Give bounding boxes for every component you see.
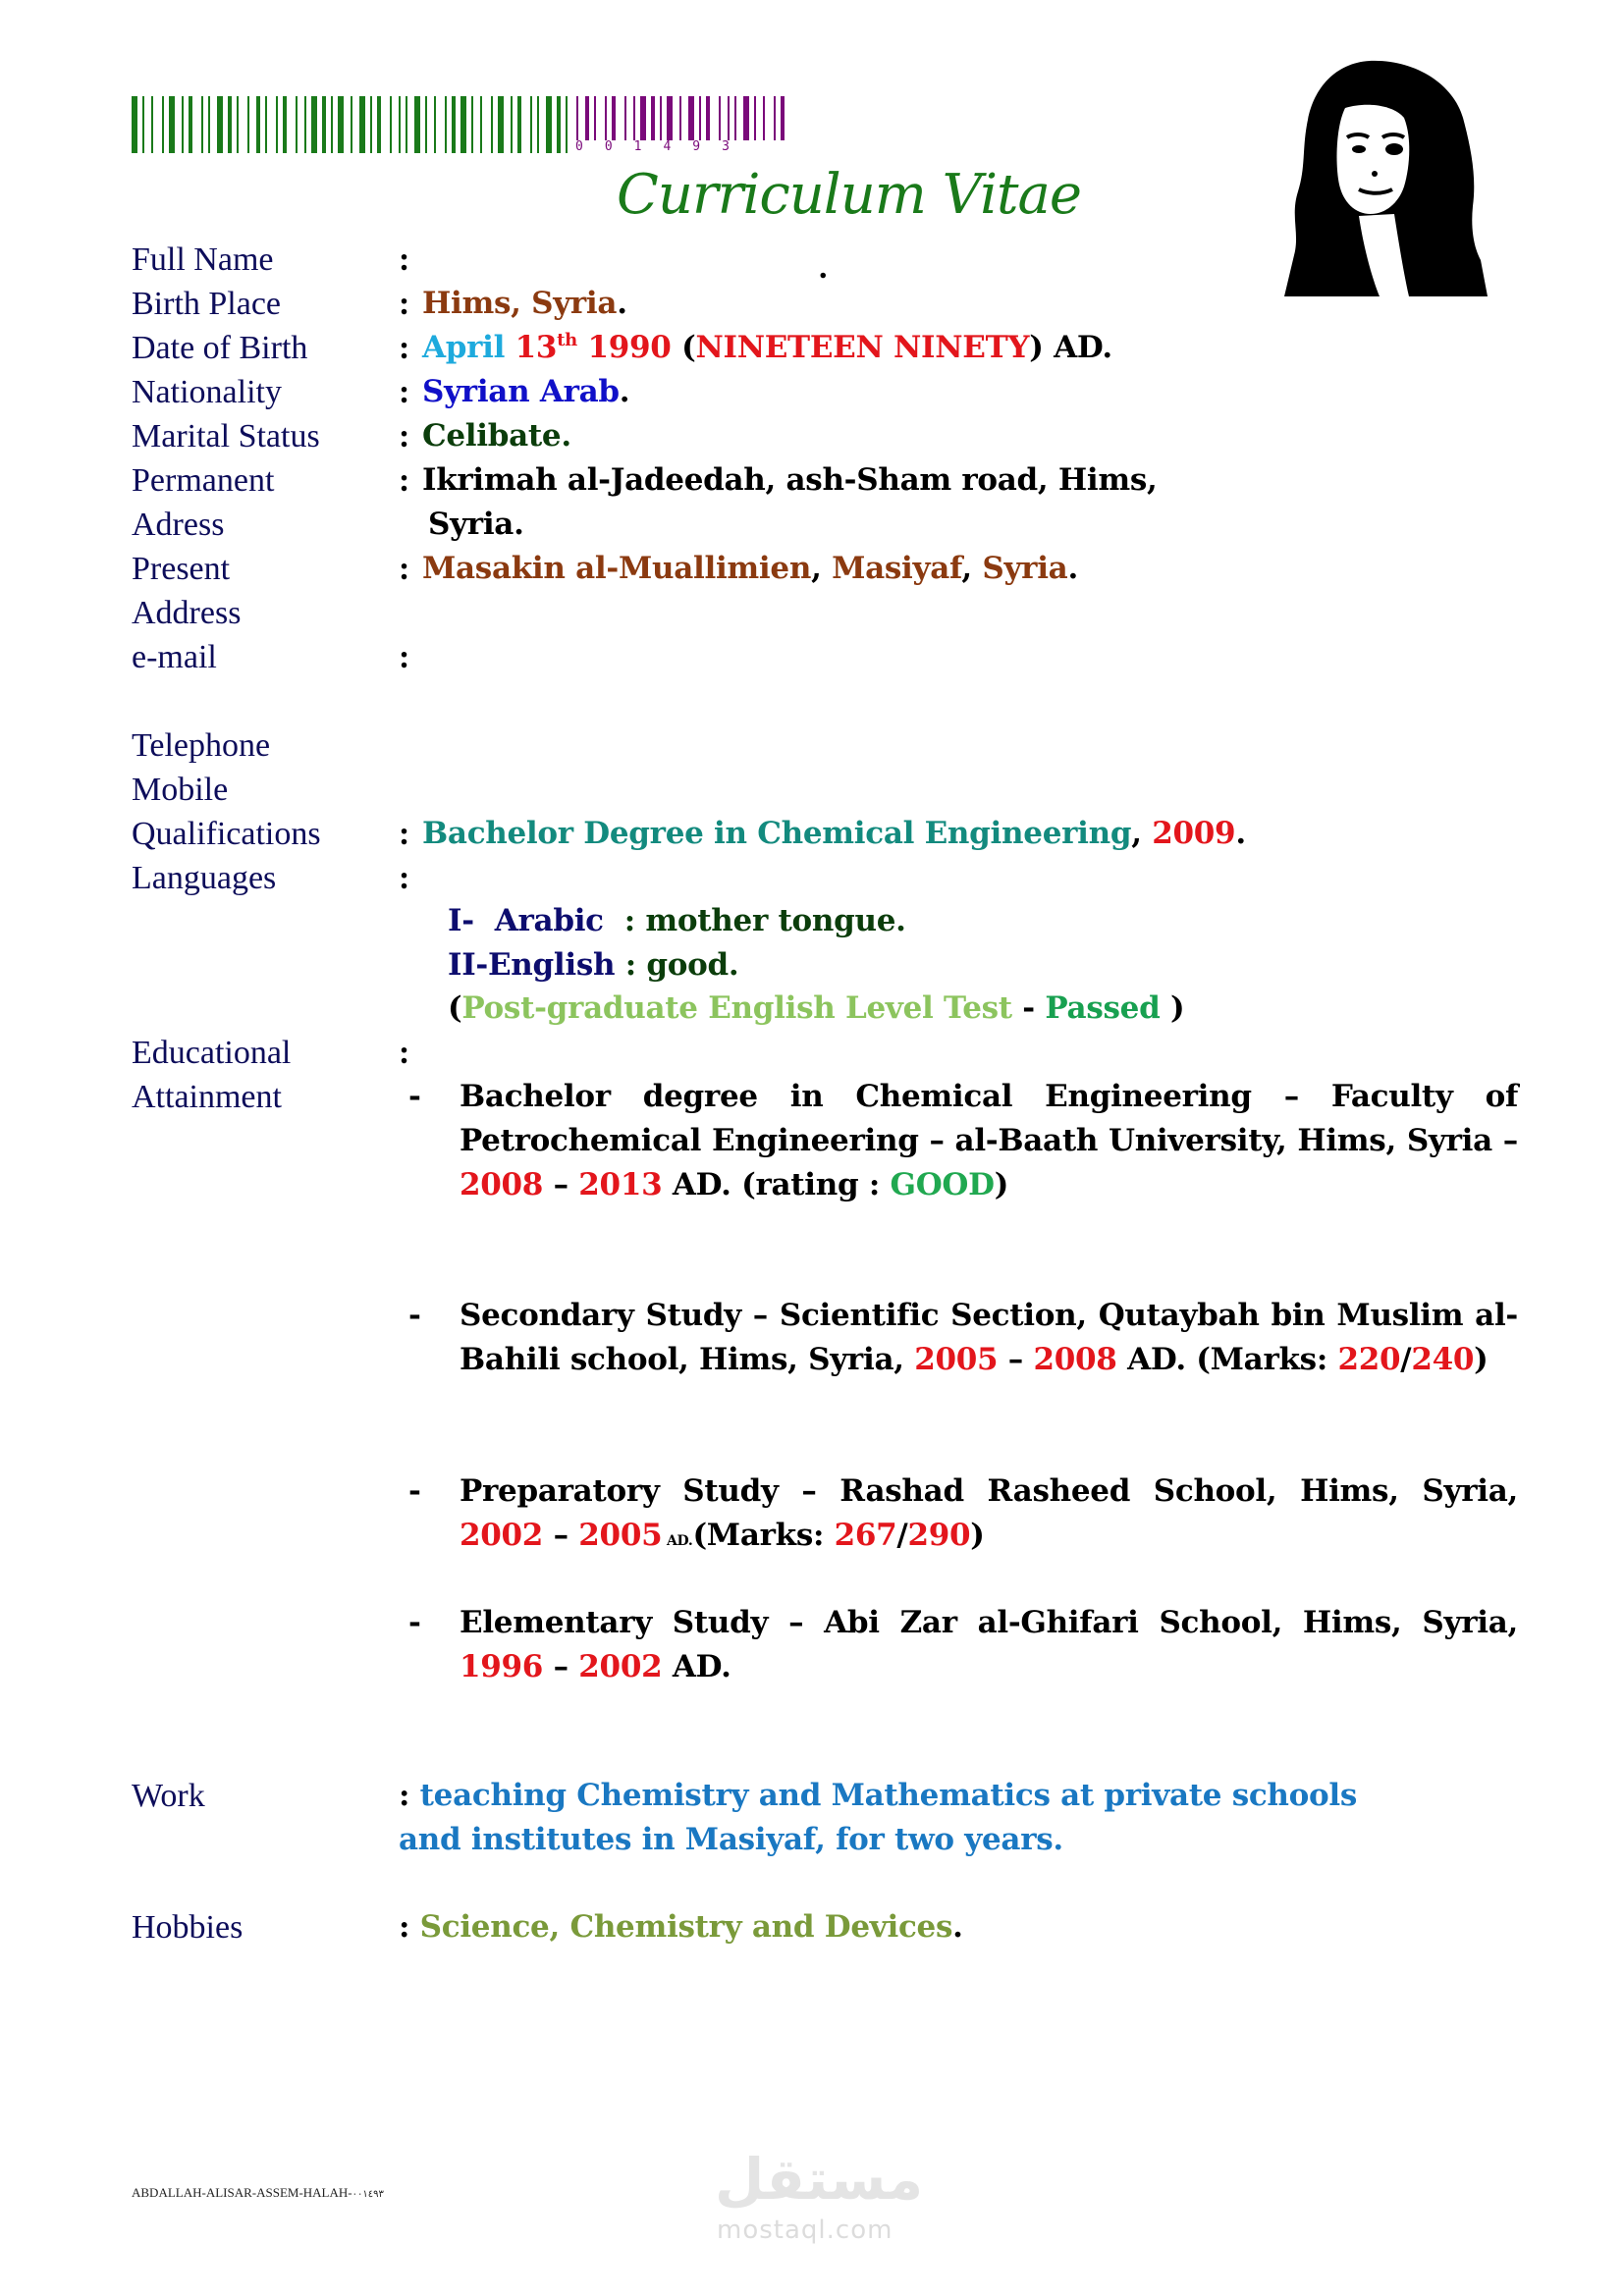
permanent-address-line2: Syria.	[428, 507, 524, 542]
entry-year-end: 2008	[1033, 1342, 1117, 1377]
barcode-bar	[338, 96, 344, 153]
present-address-label: Present	[132, 551, 231, 587]
entry-era-small: AD.	[662, 1533, 693, 1549]
permanent-address-label: Permanent	[132, 462, 275, 499]
dob-day: 13	[514, 330, 558, 365]
work-value	[399, 1774, 1357, 1818]
language-item	[448, 899, 906, 943]
barcode-bar	[460, 96, 466, 153]
nationality-value	[422, 370, 629, 414]
birth-place-value	[422, 282, 627, 326]
barcode-bar	[189, 96, 192, 153]
language-test	[448, 987, 1184, 1031]
entry-marks-total: 240	[1411, 1342, 1475, 1377]
dob-day-suffix: th	[557, 330, 577, 350]
qualifications-label: Qualifications	[132, 816, 321, 852]
test-close-paren: )	[1160, 990, 1185, 1026]
qualification-degree: Bachelor Degree in Chemical Engineering	[422, 816, 1132, 851]
marital-status-value: Celibate.	[422, 418, 571, 454]
entry-year-start: 2005	[914, 1342, 999, 1377]
education-bullet: -	[408, 1605, 421, 1640]
barcode-bar	[594, 96, 596, 140]
footer-text: ABDALLAH-ALISAR-ASSEM-HALAH-	[132, 2185, 352, 2200]
dob-value	[422, 326, 1112, 370]
barcode-bar	[566, 96, 568, 153]
barcode-bar	[169, 96, 175, 153]
present-address-label-2: Address	[132, 595, 242, 631]
barcode-bar	[370, 96, 372, 153]
footer-code: ٠٠١٤٩٣	[352, 2189, 384, 2200]
dob-open-paren: (	[681, 330, 696, 365]
barcode-bar	[359, 96, 365, 153]
barcode-bar	[434, 96, 436, 153]
dob-era: AD.	[1043, 330, 1112, 365]
entry-text: Preparatory Study – Rashad Rasheed School, Hims, Syria,	[460, 1473, 1518, 1509]
barcode-bar	[228, 96, 232, 153]
present-address-period: .	[1067, 551, 1078, 586]
entry-rating: GOOD	[890, 1167, 995, 1202]
entry-text: )	[1474, 1342, 1489, 1377]
barcode-bar	[530, 96, 532, 153]
barcode-bar	[537, 96, 539, 153]
present-address-value	[422, 547, 1078, 591]
entry-year-end: 2013	[578, 1167, 663, 1202]
entry-year-sep: –	[543, 1167, 579, 1202]
present-address-city: Masiyaf	[832, 551, 962, 586]
work-label: Work	[132, 1778, 205, 1814]
work-line1: teaching Chemistry and Mathematics at private schools	[419, 1778, 1358, 1813]
present-address-colon: :	[399, 551, 410, 587]
qualifications-value	[422, 812, 1246, 856]
barcode-bar	[719, 96, 721, 140]
permanent-address-line1: Ikrimah al-Jadeedah, ash-Sham road, Hims,	[422, 462, 1158, 498]
language-name: II-English	[448, 947, 616, 983]
dob-year-words: NINETEEN NINETY	[695, 330, 1030, 365]
entry-text: AD. (Marks:	[1116, 1342, 1338, 1377]
barcode-bar	[706, 96, 710, 140]
birth-place-text: Hims, Syria	[422, 286, 618, 321]
barcode-bar	[322, 96, 326, 153]
barcode-bar	[491, 96, 493, 153]
education-bullet: -	[408, 1298, 421, 1333]
permanent-address-label-2: Adress	[132, 507, 225, 543]
mobile-label: Mobile	[132, 772, 229, 808]
barcode-bar	[399, 96, 401, 153]
full-name-label: Full Name	[132, 241, 274, 278]
watermark-url: mostaql.com	[717, 2216, 893, 2245]
education-bullet: -	[408, 1473, 421, 1509]
education-entry	[460, 1601, 1518, 1689]
marital-status-label: Marital Status	[132, 418, 320, 454]
entry-marks-sep: /	[1400, 1342, 1412, 1377]
barcode-bar	[511, 96, 513, 153]
qualification-sep: ,	[1131, 816, 1153, 851]
entry-year-end: 2005	[578, 1518, 663, 1553]
barcode-bar	[217, 96, 223, 153]
barcode-bar	[585, 96, 589, 140]
barcode-bar	[576, 96, 578, 140]
barcode-bar	[201, 96, 203, 153]
barcode-bar	[624, 96, 626, 140]
barcode-bar	[679, 96, 681, 140]
present-address-country: Syria	[982, 551, 1068, 586]
work-colon: :	[399, 1778, 410, 1813]
test-sep: -	[1011, 990, 1046, 1026]
barcode-bar	[265, 96, 267, 153]
permanent-address-colon: :	[399, 462, 410, 499]
barcode-bar	[237, 96, 239, 153]
email-label: e-mail	[132, 639, 217, 675]
education-entry	[460, 1469, 1518, 1564]
test-name: Post-graduate English Level Test	[461, 990, 1012, 1026]
barcode-bar	[351, 96, 352, 153]
dob-month: April	[422, 330, 506, 365]
entry-marks-sep: /	[896, 1518, 908, 1553]
marital-status-colon: :	[399, 418, 410, 454]
nationality-period: .	[619, 374, 630, 409]
barcode-bar	[296, 96, 298, 153]
entry-marks: 220	[1337, 1342, 1401, 1377]
barcode-bar	[743, 96, 749, 140]
entry-year-sep: –	[543, 1518, 579, 1553]
language-sep: :	[614, 903, 646, 938]
barcode-bar	[142, 96, 144, 153]
barcode-bar	[276, 96, 278, 153]
barcode-bar	[651, 96, 655, 140]
barcode-bar	[498, 96, 504, 153]
nationality-text: Syrian Arab	[422, 374, 620, 409]
present-address-sep: ,	[811, 551, 833, 586]
birth-place-colon: :	[399, 286, 410, 322]
barcode-bar	[688, 96, 694, 140]
dob-label: Date of Birth	[132, 330, 308, 366]
entry-text: Bachelor degree in Chemical Engineering – Faculty of Petrochemical Engineering – al-Baath University, Hims, Syria –	[460, 1079, 1518, 1158]
full-name-dot: .	[819, 249, 828, 286]
entry-year-start: 2008	[460, 1167, 544, 1202]
barcode-bar	[283, 96, 287, 153]
languages-label: Languages	[132, 860, 277, 896]
barcode-bar	[406, 96, 407, 153]
language-name: I- Arabic	[448, 903, 615, 938]
language-level: mother tongue.	[645, 903, 906, 938]
nationality-colon: :	[399, 374, 410, 410]
barcode-bar	[728, 96, 730, 140]
page-title: Curriculum Vitae	[617, 163, 1082, 227]
barcode-bar	[304, 96, 306, 153]
education-entry	[460, 1294, 1518, 1382]
barcode-bar	[311, 96, 317, 153]
barcode-bar	[471, 96, 473, 153]
entry-text: )	[994, 1167, 1009, 1202]
barcode-bar	[445, 96, 447, 153]
barcode-bar	[660, 96, 662, 140]
barcode-bar	[605, 96, 607, 140]
barcode-bar	[480, 96, 482, 153]
hobbies-colon: :	[399, 1909, 410, 1945]
barcode-bar	[640, 96, 646, 140]
entry-year-start: 2002	[460, 1518, 544, 1553]
dob-colon: :	[399, 330, 410, 366]
watermark-logo: مستقل	[715, 2146, 924, 2213]
barcode-bar	[667, 96, 673, 140]
barcode-bar	[699, 96, 701, 140]
barcode-bar	[546, 96, 552, 153]
entry-marks: 267	[834, 1518, 897, 1553]
barcode-bar	[182, 96, 184, 153]
barcode-bar	[612, 96, 616, 140]
barcode-bar	[162, 96, 164, 153]
barcode-bar	[425, 96, 427, 153]
education-bullet: -	[408, 1079, 421, 1114]
hobbies-value	[399, 1905, 963, 1949]
present-address-area: Masakin al-Muallimien	[422, 551, 812, 586]
barcode-bar	[452, 96, 456, 153]
barcode-bar	[781, 96, 785, 140]
language-item	[448, 943, 738, 988]
barcode-bar	[256, 96, 260, 153]
barcode-bar	[557, 96, 561, 153]
entry-year-sep: –	[998, 1342, 1034, 1377]
barcode-bar	[763, 96, 765, 140]
barcode-bar	[633, 96, 635, 140]
barcode-bar	[390, 96, 392, 153]
barcode-bar	[734, 96, 736, 140]
education-colon: :	[399, 1035, 410, 1071]
entry-text: Secondary Study – Scientific Section, Qutaybah bin Muslim al-Bahili school, Hims, Syria,	[460, 1298, 1518, 1377]
barcode-bar	[517, 96, 521, 153]
barcode-bar	[151, 96, 153, 153]
entry-marks-total: 290	[907, 1518, 971, 1553]
hobbies-label: Hobbies	[132, 1909, 244, 1946]
barcode-bar	[331, 96, 333, 153]
education-entry	[460, 1075, 1518, 1207]
test-result: Passed	[1045, 990, 1161, 1026]
barcode-bar	[754, 96, 756, 140]
barcode-bar	[132, 96, 137, 153]
birth-place-period: .	[617, 286, 627, 321]
footer-reference	[132, 2185, 384, 2201]
entry-year-start: 1996	[460, 1649, 544, 1684]
barcode-bar	[377, 96, 381, 153]
language-sep: :	[615, 947, 647, 983]
language-level: good.	[646, 947, 739, 983]
barcode-number: 001493	[575, 139, 751, 154]
entry-year-sep: –	[543, 1649, 579, 1684]
hobbies-text: Science, Chemistry and Devices	[419, 1909, 953, 1945]
barcode-bar	[414, 96, 420, 153]
email-colon: :	[399, 639, 410, 675]
birth-place-label: Birth Place	[132, 286, 282, 322]
dob-year: 1990	[587, 330, 672, 365]
entry-text: (Marks:	[692, 1518, 835, 1553]
barcode-bar	[247, 96, 249, 153]
telephone-label: Telephone	[132, 727, 271, 764]
barcode-bar	[774, 96, 776, 140]
test-open-paren: (	[448, 990, 462, 1026]
present-address-sep: ,	[961, 551, 983, 586]
hobbies-period: .	[952, 1909, 963, 1945]
entry-text: )	[970, 1518, 985, 1553]
education-label-2: Attainment	[132, 1079, 282, 1115]
qualification-year: 2009	[1152, 816, 1236, 851]
qualifications-colon: :	[399, 816, 410, 852]
education-label: Educational	[132, 1035, 292, 1071]
entry-year-end: 2002	[578, 1649, 663, 1684]
entry-text: AD. (rating :	[662, 1167, 891, 1202]
entry-text: AD.	[662, 1649, 731, 1684]
portrait-photo-icon	[1276, 59, 1488, 296]
barcode-bar	[208, 96, 210, 153]
qualification-period: .	[1235, 816, 1246, 851]
nationality-label: Nationality	[132, 374, 282, 410]
work-line2: and institutes in Masiyaf, for two years.	[399, 1822, 1063, 1857]
entry-text: Elementary Study – Abi Zar al-Ghifari School, Hims, Syria,	[460, 1605, 1518, 1640]
full-name-colon: :	[399, 241, 410, 278]
languages-colon: :	[399, 860, 410, 896]
dob-close-paren: )	[1029, 330, 1044, 365]
